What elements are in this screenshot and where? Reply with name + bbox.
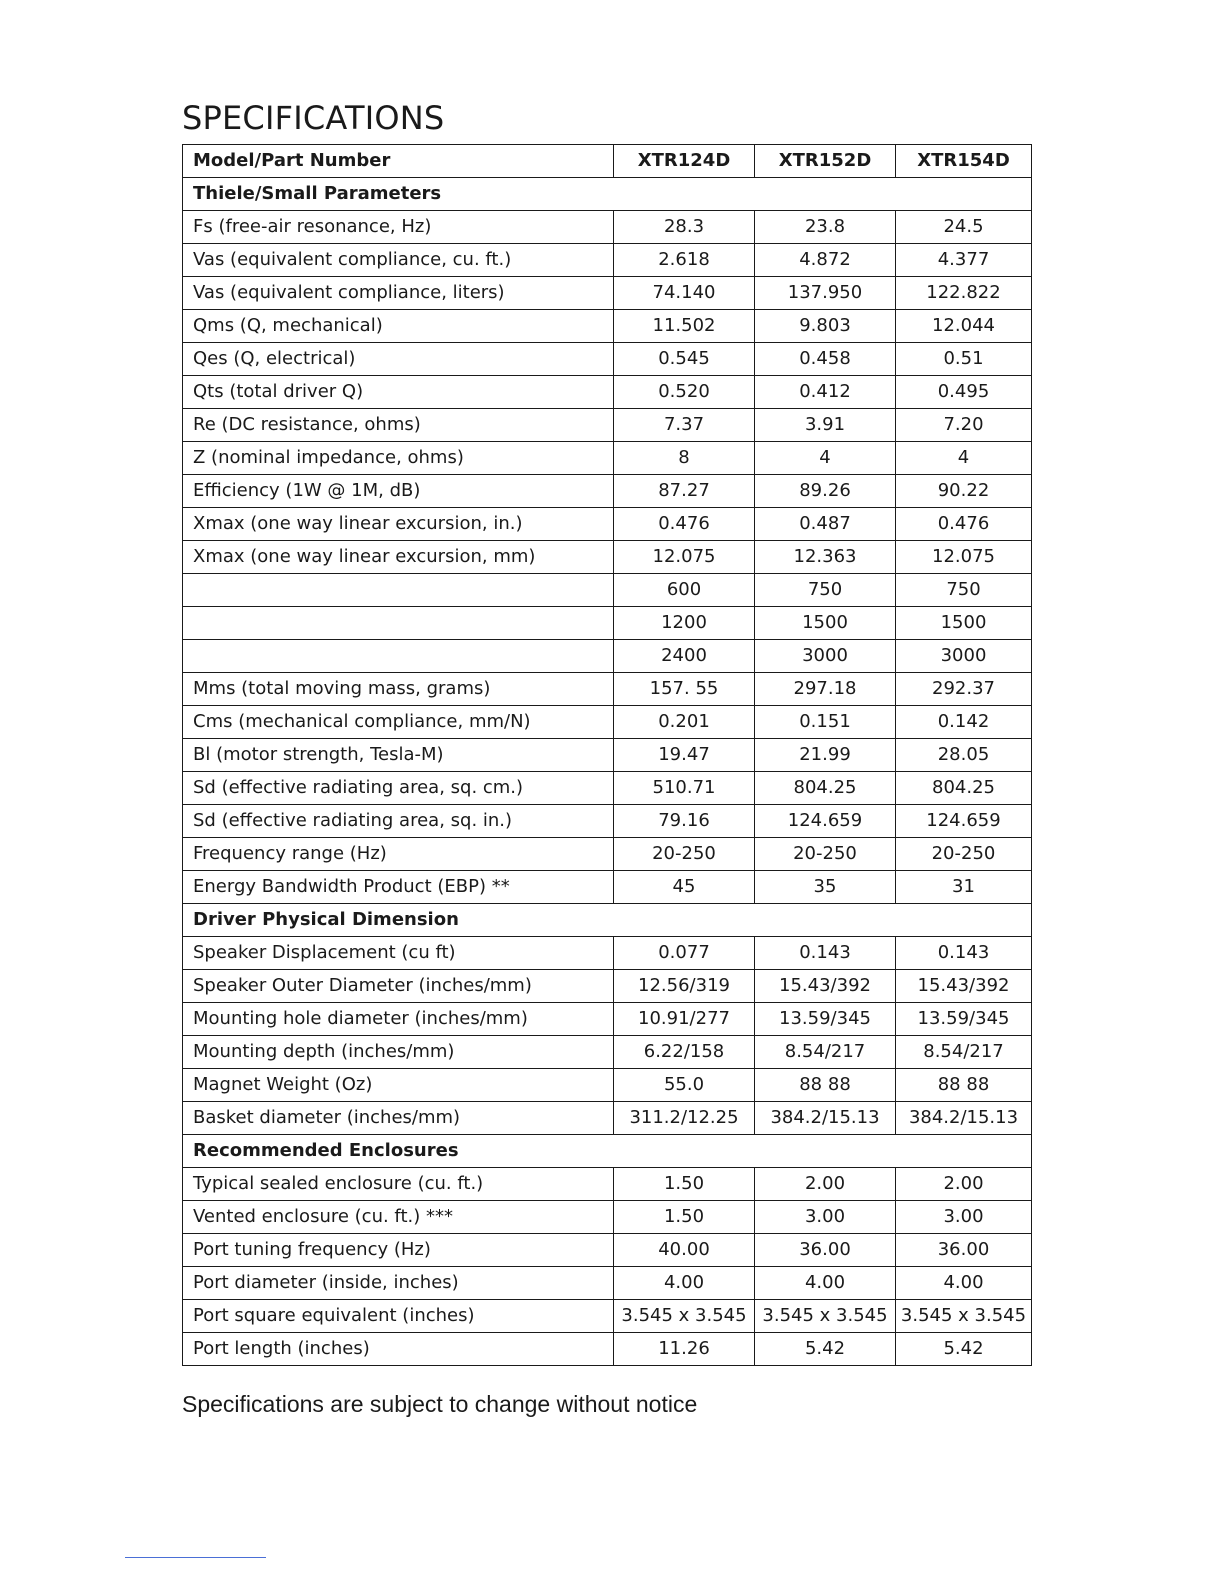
value-cell: 1500 (755, 607, 896, 640)
table-row (183, 772, 1032, 805)
value-cell: 2.00 (896, 1168, 1032, 1201)
value-cell: 3000 (755, 640, 896, 673)
value-cell: 0.142 (896, 706, 1032, 739)
parameter-label: Sd (effective radiating area, sq. in.) (183, 805, 614, 838)
table-row (183, 574, 1032, 607)
value-cell: 55.0 (614, 1069, 755, 1102)
table-row (183, 541, 1032, 574)
value-cell: 79.16 (614, 805, 755, 838)
value-cell: 12.044 (896, 310, 1032, 343)
value-cell: 122.822 (896, 277, 1032, 310)
value-cell: 4.377 (896, 244, 1032, 277)
table-row (183, 970, 1032, 1003)
value-cell: 40.00 (614, 1234, 755, 1267)
value-cell: 36.00 (755, 1234, 896, 1267)
value-cell: 10.91/277 (614, 1003, 755, 1036)
table-row (183, 409, 1032, 442)
table-row (183, 739, 1032, 772)
table-row (183, 1168, 1032, 1201)
table-row (183, 805, 1032, 838)
value-cell: 1.50 (614, 1201, 755, 1234)
value-cell: 0.458 (755, 343, 896, 376)
value-cell: 6.22/158 (614, 1036, 755, 1069)
value-cell: 31 (896, 871, 1032, 904)
value-cell: 88 88 (896, 1069, 1032, 1102)
value-cell: 20-250 (614, 838, 755, 871)
value-cell: 4.00 (896, 1267, 1032, 1300)
footnote: Specifications are subject to change without notice (182, 1391, 698, 1417)
parameter-label: Qms (Q, mechanical) (183, 310, 614, 343)
value-cell: 90.22 (896, 475, 1032, 508)
table-section-row (183, 1135, 1032, 1168)
value-cell: 23.8 (755, 211, 896, 244)
parameter-label (183, 640, 614, 673)
parameter-label: Qts (total driver Q) (183, 376, 614, 409)
value-cell: 24.5 (896, 211, 1032, 244)
bottom-rule (125, 1557, 266, 1558)
table-header-row (183, 145, 1032, 178)
table-section-row (183, 904, 1032, 937)
parameter-label: Energy Bandwidth Product (EBP) ** (183, 871, 614, 904)
parameter-label: Re (DC resistance, ohms) (183, 409, 614, 442)
table-row (183, 211, 1032, 244)
value-cell: 3.545 x 3.545 (755, 1300, 896, 1333)
value-cell: 88 88 (755, 1069, 896, 1102)
parameter-label (183, 607, 614, 640)
value-cell: 384.2/15.13 (896, 1102, 1032, 1135)
value-cell: 20-250 (755, 838, 896, 871)
specifications-table-body (183, 145, 1032, 1366)
value-cell: 124.659 (896, 805, 1032, 838)
table-row (183, 1069, 1032, 1102)
value-cell: 36.00 (896, 1234, 1032, 1267)
value-cell: 13.59/345 (896, 1003, 1032, 1036)
table-row (183, 871, 1032, 904)
value-cell: 13.59/345 (755, 1003, 896, 1036)
value-cell: 0.487 (755, 508, 896, 541)
value-cell: 7.37 (614, 409, 755, 442)
table-row (183, 673, 1032, 706)
header-cell-xtr152d: XTR152D (755, 145, 896, 178)
value-cell: 4 (896, 442, 1032, 475)
section-heading: Thiele/Small Parameters (183, 178, 1032, 211)
value-cell: 28.3 (614, 211, 755, 244)
value-cell: 2.00 (755, 1168, 896, 1201)
value-cell: 2400 (614, 640, 755, 673)
value-cell: 20-250 (896, 838, 1032, 871)
table-row (183, 1036, 1032, 1069)
parameter-label: Vented enclosure (cu. ft.) *** (183, 1201, 614, 1234)
table-row (183, 1102, 1032, 1135)
value-cell: 804.25 (755, 772, 896, 805)
value-cell: 15.43/392 (896, 970, 1032, 1003)
parameter-label: Mounting hole diameter (inches/mm) (183, 1003, 614, 1036)
table-row (183, 310, 1032, 343)
value-cell: 8.54/217 (755, 1036, 896, 1069)
value-cell: 3000 (896, 640, 1032, 673)
parameter-label: Xmax (one way linear excursion, in.) (183, 508, 614, 541)
value-cell: 0.476 (896, 508, 1032, 541)
value-cell: 137.950 (755, 277, 896, 310)
value-cell: 4.00 (755, 1267, 896, 1300)
value-cell: 87.27 (614, 475, 755, 508)
value-cell: 8.54/217 (896, 1036, 1032, 1069)
value-cell: 3.00 (755, 1201, 896, 1234)
parameter-label: Port diameter (inside, inches) (183, 1267, 614, 1300)
value-cell: 0.476 (614, 508, 755, 541)
parameter-label: Vas (equivalent compliance, cu. ft.) (183, 244, 614, 277)
value-cell: 3.91 (755, 409, 896, 442)
value-cell: 89.26 (755, 475, 896, 508)
table-row (183, 343, 1032, 376)
parameter-label: Xmax (one way linear excursion, mm) (183, 541, 614, 574)
value-cell: 12.075 (896, 541, 1032, 574)
table-row (183, 244, 1032, 277)
value-cell: 0.520 (614, 376, 755, 409)
table-row (183, 1300, 1032, 1333)
value-cell: 7.20 (896, 409, 1032, 442)
table-row (183, 376, 1032, 409)
value-cell: 0.412 (755, 376, 896, 409)
parameter-label: Mms (total moving mass, grams) (183, 673, 614, 706)
value-cell: 4 (755, 442, 896, 475)
table-section-row (183, 178, 1032, 211)
header-cell-xtr154d: XTR154D (896, 145, 1032, 178)
value-cell: 0.151 (755, 706, 896, 739)
value-cell: 45 (614, 871, 755, 904)
header-cell-xtr124d: XTR124D (614, 145, 755, 178)
table-row (183, 508, 1032, 541)
value-cell: 124.659 (755, 805, 896, 838)
table-row (183, 1234, 1032, 1267)
parameter-label: Qes (Q, electrical) (183, 343, 614, 376)
section-heading: Recommended Enclosures (183, 1135, 1032, 1168)
table-row (183, 1267, 1032, 1300)
table-row (183, 277, 1032, 310)
value-cell: 19.47 (614, 739, 755, 772)
parameter-label: Speaker Outer Diameter (inches/mm) (183, 970, 614, 1003)
value-cell: 4.00 (614, 1267, 755, 1300)
table-row (183, 1003, 1032, 1036)
parameter-label: Frequency range (Hz) (183, 838, 614, 871)
value-cell: 311.2/12.25 (614, 1102, 755, 1135)
value-cell: 157. 55 (614, 673, 755, 706)
parameter-label: Fs (free-air resonance, Hz) (183, 211, 614, 244)
table-row (183, 442, 1032, 475)
value-cell: 0.143 (896, 937, 1032, 970)
parameter-label: Typical sealed enclosure (cu. ft.) (183, 1168, 614, 1201)
value-cell: 3.00 (896, 1201, 1032, 1234)
parameter-label: Port tuning frequency (Hz) (183, 1234, 614, 1267)
value-cell: 35 (755, 871, 896, 904)
table-row (183, 838, 1032, 871)
value-cell: 28.05 (896, 739, 1032, 772)
table-row (183, 1201, 1032, 1234)
value-cell: 750 (896, 574, 1032, 607)
value-cell: 12.56/319 (614, 970, 755, 1003)
value-cell: 2.618 (614, 244, 755, 277)
parameter-label: Speaker Displacement (cu ft) (183, 937, 614, 970)
table-row (183, 640, 1032, 673)
value-cell: 1500 (896, 607, 1032, 640)
value-cell: 3.545 x 3.545 (896, 1300, 1032, 1333)
parameter-label: Sd (effective radiating area, sq. cm.) (183, 772, 614, 805)
section-heading: Driver Physical Dimension (183, 904, 1032, 937)
value-cell: 12.363 (755, 541, 896, 574)
value-cell: 0.077 (614, 937, 755, 970)
table-row (183, 937, 1032, 970)
parameter-label: Basket diameter (inches/mm) (183, 1102, 614, 1135)
parameter-label: Port length (inches) (183, 1333, 614, 1366)
value-cell: 804.25 (896, 772, 1032, 805)
value-cell: 5.42 (896, 1333, 1032, 1366)
parameter-label: Port square equivalent (inches) (183, 1300, 614, 1333)
parameter-label: Cms (mechanical compliance, mm/N) (183, 706, 614, 739)
value-cell: 292.37 (896, 673, 1032, 706)
table-row (183, 1333, 1032, 1366)
specifications-table (182, 144, 1032, 1366)
value-cell: 0.545 (614, 343, 755, 376)
parameter-label (183, 574, 614, 607)
parameter-label: Bl (motor strength, Tesla-M) (183, 739, 614, 772)
value-cell: 600 (614, 574, 755, 607)
value-cell: 1.50 (614, 1168, 755, 1201)
value-cell: 0.51 (896, 343, 1032, 376)
value-cell: 11.502 (614, 310, 755, 343)
parameter-label: Mounting depth (inches/mm) (183, 1036, 614, 1069)
value-cell: 5.42 (755, 1333, 896, 1366)
table-row (183, 706, 1032, 739)
value-cell: 9.803 (755, 310, 896, 343)
parameter-label: Magnet Weight (Oz) (183, 1069, 614, 1102)
value-cell: 1200 (614, 607, 755, 640)
value-cell: 21.99 (755, 739, 896, 772)
value-cell: 510.71 (614, 772, 755, 805)
value-cell: 11.26 (614, 1333, 755, 1366)
table-row (183, 475, 1032, 508)
value-cell: 15.43/392 (755, 970, 896, 1003)
value-cell: 0.495 (896, 376, 1032, 409)
header-cell-model: Model/Part Number (183, 145, 614, 178)
value-cell: 8 (614, 442, 755, 475)
page-title: SPECIFICATIONS (182, 99, 445, 137)
value-cell: 3.545 x 3.545 (614, 1300, 755, 1333)
parameter-label: Efficiency (1W @ 1M, dB) (183, 475, 614, 508)
value-cell: 750 (755, 574, 896, 607)
value-cell: 384.2/15.13 (755, 1102, 896, 1135)
value-cell: 74.140 (614, 277, 755, 310)
parameter-label: Z (nominal impedance, ohms) (183, 442, 614, 475)
parameter-label: Vas (equivalent compliance, liters) (183, 277, 614, 310)
value-cell: 0.143 (755, 937, 896, 970)
value-cell: 4.872 (755, 244, 896, 277)
value-cell: 0.201 (614, 706, 755, 739)
value-cell: 12.075 (614, 541, 755, 574)
table-row (183, 607, 1032, 640)
value-cell: 297.18 (755, 673, 896, 706)
